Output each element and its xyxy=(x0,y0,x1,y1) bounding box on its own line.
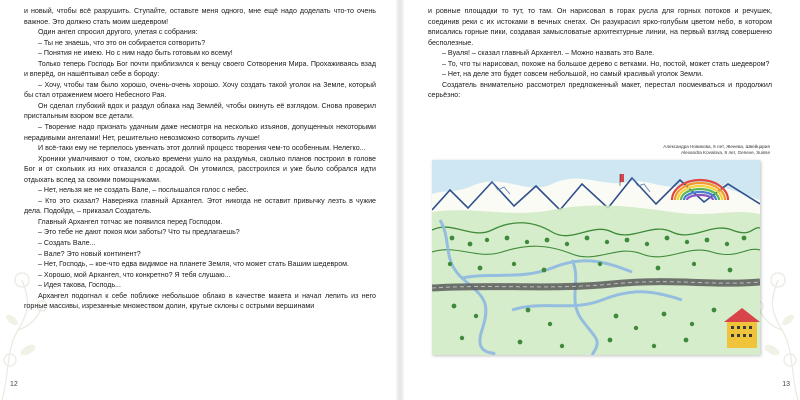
paragraph: Только теперь Господь Бог почти приблизился к венцу своего Сотворения Мира. Прохаживаясь взад и вперёд, он нашёптывал себе в бороду: xyxy=(24,59,376,79)
paragraph: – Понятия не имею. Но с ним надо быть готовым ко всему! xyxy=(38,49,233,58)
paragraph: – Ты не знаешь, что это он собирается сотворить? xyxy=(38,38,206,47)
paragraph: – Хочу, чтобы там было хорошо, очень-очень хорошо. Хочу создать такой уголок на Земле, который бы стал отражением моего Небесного Рая. xyxy=(24,80,376,100)
paragraph: – Вуаля! – сказал главный Архангел. – Можно назвать это Вале. xyxy=(442,49,655,58)
paragraph: Один ангел спросил другого, улетая с собрания: xyxy=(38,28,198,37)
right-page-text xyxy=(428,6,772,101)
paragraph: Главный Архангел тотчас же появился перед Господом. xyxy=(38,217,223,226)
paragraph: И всё-таки ему не терпелось увенчать этот долгий процесс творения чем-то особенным. Нелегко... xyxy=(38,144,366,153)
paragraph: – Создать Вале... xyxy=(38,239,96,248)
left-page-text xyxy=(24,6,376,312)
valley-drawing xyxy=(432,160,760,355)
caption-line-ru: Александра Новикова, 8 лет, Женева, Швейцария xyxy=(663,144,770,149)
paragraph: – Хорошо, мой Архангел, что конкретно? Я тебя слушаю... xyxy=(38,270,231,279)
paragraph: – Нет, Господь, – кое-что едва видимое на планете Земля, что может стать Вашим шедевром. xyxy=(38,260,350,269)
paragraph: Создатель внимательно рассмотрел предложенный макет, перестал посмеиваться и продолжил серьёзно: xyxy=(428,80,772,100)
paragraph: Он сделал глубокий вдох и раздул облака над Землёй, чтобы окинуть её взглядом. Снова проверил пристальным взором все детали. xyxy=(24,101,376,121)
paragraph: – Нет, на деле это будет совсем небольшой, но самый красивый уголок Земли. xyxy=(442,70,704,79)
page-number-right: 13 xyxy=(782,381,790,388)
paragraph: – Это тебе не дают покоя мои заботы? Что ты предлагаешь? xyxy=(38,228,240,237)
paragraph: – Кто это сказал? Наверняка главный Архангел. Этот никогда не оставит привычку лезть в чужие дела. Подойди, – приказал Создатель. xyxy=(24,196,376,216)
paragraph: – Творение надо признать удачным даже несмотря на несколько изъянов, допущенных некоторыми нерадивыми ангелами! Нет, решительно невозможно сотворить лучше! xyxy=(24,123,376,142)
child-drawing-illustration xyxy=(432,160,760,355)
paragraph: – Нет, нельзя же не создать Вале, – послышался голос с небес. xyxy=(38,186,249,195)
paragraph: и новый, чтобы всё разрушить. Ступайте, оставьте меня одного, мне ещё надо доделать что-то очень важное. Это должно стать моим шедевром! xyxy=(24,7,376,26)
page-number-left: 12 xyxy=(10,381,18,388)
paragraph: Хроники умалчивают о том, сколько времени ушло на раздумья, сколько планов построил в голове Бог и от скольких из них отказался с досадой. Он утомился, расстроился и уже было собрался идти отдыхать вслед за своими помощниками. xyxy=(24,154,376,184)
paragraph: – Идея такова, Господь... xyxy=(38,281,121,290)
paragraph: и ровные площадки то тут, то там. Он нарисовал в горах русла для горных потоков и речушек, соединив реки с их истоками в вечных снегах. Он разукрасил ярко-голубым цветом небо, в котором вписались горные пики, создавая замысловатые архитектурные линии, на первый взгляд совершенно бесполезные. xyxy=(428,7,772,47)
paragraph: Архангел подогнал к себе поближе небольшое облако в качестве макета и начал лепить из него горные массивы, изрезанные множеством долин, крутые склоны с острыми вершинами xyxy=(24,291,376,311)
right-page xyxy=(400,0,800,400)
caption-line-fr: Alexandra Kovalova, 8 лет, Geneve, Suisse xyxy=(681,150,770,155)
paragraph: – То, что ты нарисовал, похоже на большое дерево с ветками. Но, постой, может стать шедевром? xyxy=(442,59,770,68)
paragraph: – Вале? Это новый континент? xyxy=(38,249,141,258)
illustration-caption xyxy=(610,144,770,156)
